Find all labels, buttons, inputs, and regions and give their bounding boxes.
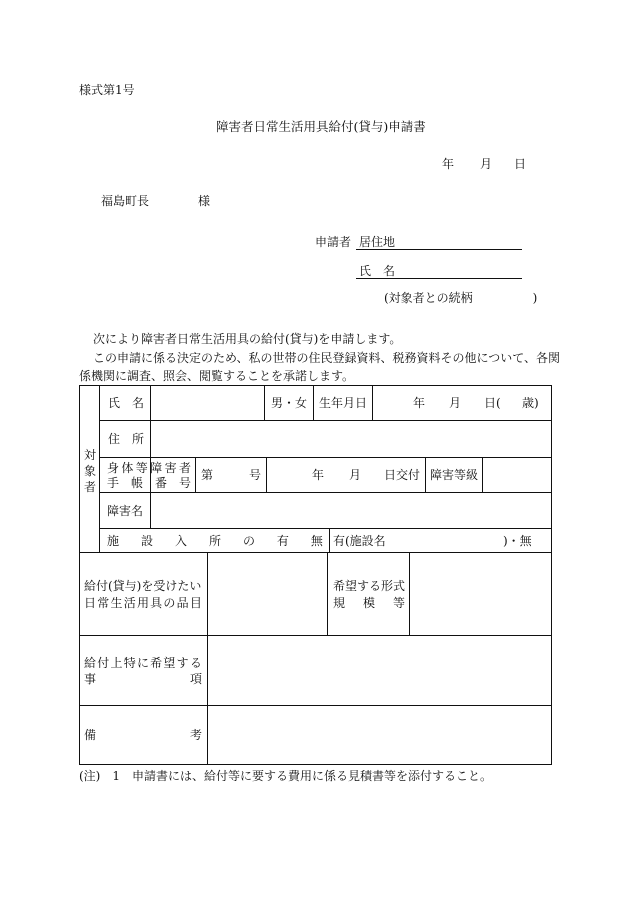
form-label-line1: 希望する形式 xyxy=(333,579,406,593)
label-char: 特 xyxy=(123,656,136,670)
label-char: 付 xyxy=(97,656,110,670)
label-char: 障 xyxy=(150,461,163,475)
addressee-name: 福島町長 xyxy=(101,194,150,208)
name-underline xyxy=(356,278,522,279)
col-rule xyxy=(327,552,328,635)
label-char: 体 xyxy=(121,461,134,475)
age-unit: 歳) xyxy=(522,396,539,410)
body-line-3: 係機関に調査、照会、閲覧することを承諾します。 xyxy=(79,369,355,383)
col-rule xyxy=(425,457,426,492)
col-rule xyxy=(195,457,196,492)
label-char: 等 xyxy=(392,596,405,610)
subject-char: 者 xyxy=(84,480,97,494)
table-border-bottom xyxy=(79,764,552,765)
facility-value-left: 有(施設名 xyxy=(333,534,386,548)
birth-day: 日( xyxy=(484,396,501,410)
col-rule xyxy=(264,385,265,420)
col-rule xyxy=(482,457,483,492)
table-border-left xyxy=(79,385,80,765)
label-char: 給 xyxy=(84,656,97,670)
row-rule xyxy=(99,528,552,529)
label-char: 無 xyxy=(310,534,323,548)
label-char: 品 xyxy=(176,596,189,610)
issue-month: 月 xyxy=(349,468,362,482)
row-rule xyxy=(79,552,552,553)
col-rule xyxy=(266,457,267,492)
label-char: 帳 xyxy=(130,476,143,490)
wish-label-line2 xyxy=(84,673,202,685)
address-underline xyxy=(356,249,522,250)
label-char: 常 xyxy=(97,596,110,610)
facility-value-right: )・無 xyxy=(503,534,532,548)
label-char: に xyxy=(136,656,149,670)
birth-month: 月 xyxy=(449,396,462,410)
form-number: 様式第1号 xyxy=(79,83,135,97)
subject-char: 象 xyxy=(84,464,97,478)
label-char: 等 xyxy=(135,461,148,475)
label-char: の xyxy=(242,534,255,548)
label-char: 号 xyxy=(178,476,191,490)
label-char: 者 xyxy=(178,461,191,475)
number-prefix: 第 xyxy=(201,468,214,482)
label-char: 所 xyxy=(208,534,221,548)
address-field-label: 住 所 xyxy=(108,432,145,446)
label-char: 上 xyxy=(110,656,123,670)
label-char: 規 xyxy=(333,596,346,610)
form-title: 障害者日常生活用具給付(貸与)申請書 xyxy=(216,119,426,134)
birth-date-label: 生年月日 xyxy=(319,396,368,410)
col-rule xyxy=(99,385,100,552)
label-char: 希 xyxy=(150,656,163,670)
label-char: 目 xyxy=(189,596,202,610)
label-char: 生 xyxy=(110,596,123,610)
row-rule xyxy=(79,635,552,636)
relation-label: (対象者との続柄 ) xyxy=(384,291,538,305)
label-char: す xyxy=(176,656,189,670)
label-char: 備 xyxy=(84,728,97,742)
col-rule xyxy=(329,528,330,552)
table-border-right xyxy=(551,385,552,765)
label-char: 望 xyxy=(163,656,176,670)
disability-label: 障害名 xyxy=(107,504,144,518)
label-char: 活 xyxy=(123,596,136,610)
col-rule xyxy=(207,552,208,764)
label-char: 手 xyxy=(107,476,120,490)
handbook-label-line2 xyxy=(107,477,191,489)
address-label: 居住地 xyxy=(359,235,396,249)
issue-day: 日交付 xyxy=(384,468,421,482)
label-char: る xyxy=(189,656,202,670)
subject-char: 対 xyxy=(84,448,97,462)
label-char: 用 xyxy=(136,596,149,610)
label-char: 模 xyxy=(362,596,375,610)
label-char: 入 xyxy=(174,534,187,548)
label-char: 身 xyxy=(107,461,120,475)
col-rule xyxy=(409,552,410,635)
gender-options: 男・女 xyxy=(271,396,308,410)
handbook-label-line1 xyxy=(107,462,191,474)
form-label-line2 xyxy=(333,597,405,609)
row-rule xyxy=(99,420,552,421)
subject-label xyxy=(84,447,96,495)
label-char: の xyxy=(163,596,176,610)
col-rule xyxy=(150,385,151,528)
applicant-label: 申請者 xyxy=(315,235,352,249)
body-line-2: この申請に係る決定のため、私の世帯の住民登録資料、税務資料その他について、各関 xyxy=(93,351,561,365)
row-rule xyxy=(79,705,552,706)
item-label-line2 xyxy=(84,597,202,609)
label-char: 有 xyxy=(276,534,289,548)
body-line-1: 次により障害者日常生活用具の給付(貸与)を申請します。 xyxy=(93,332,402,346)
row-rule xyxy=(99,492,552,493)
label-char: 施 xyxy=(107,534,120,548)
name-field-label: 氏 名 xyxy=(108,396,145,410)
name-label: 氏 名 xyxy=(359,264,396,278)
label-char: 日 xyxy=(84,596,97,610)
label-char: 項 xyxy=(189,672,202,686)
issue-year: 年 xyxy=(312,468,325,482)
footnote: (注) 1 申請書には、給付等に要する費用に係る見積書等を添付すること。 xyxy=(79,769,493,783)
date-month: 月 xyxy=(480,157,493,171)
col-rule xyxy=(313,385,314,420)
date-year: 年 xyxy=(442,157,455,171)
facility-label xyxy=(107,535,323,547)
label-char: 害 xyxy=(164,461,177,475)
application-table xyxy=(79,385,552,765)
row-rule xyxy=(99,457,552,458)
label-char: 考 xyxy=(189,728,202,742)
grade-label: 障害等級 xyxy=(430,468,479,482)
label-char: 具 xyxy=(150,596,163,610)
label-char: 設 xyxy=(140,534,153,548)
remarks-label xyxy=(84,729,202,741)
label-char: 事 xyxy=(84,672,97,686)
wish-label-line1 xyxy=(84,657,202,669)
addressee-honorific: 様 xyxy=(198,194,211,208)
label-char: 番 xyxy=(154,476,167,490)
birth-year: 年 xyxy=(413,396,426,410)
date-day: 日 xyxy=(514,157,527,171)
col-rule xyxy=(372,385,373,420)
number-suffix: 号 xyxy=(249,468,262,482)
item-label-line1: 給付(貸与)を受けたい xyxy=(84,579,202,593)
